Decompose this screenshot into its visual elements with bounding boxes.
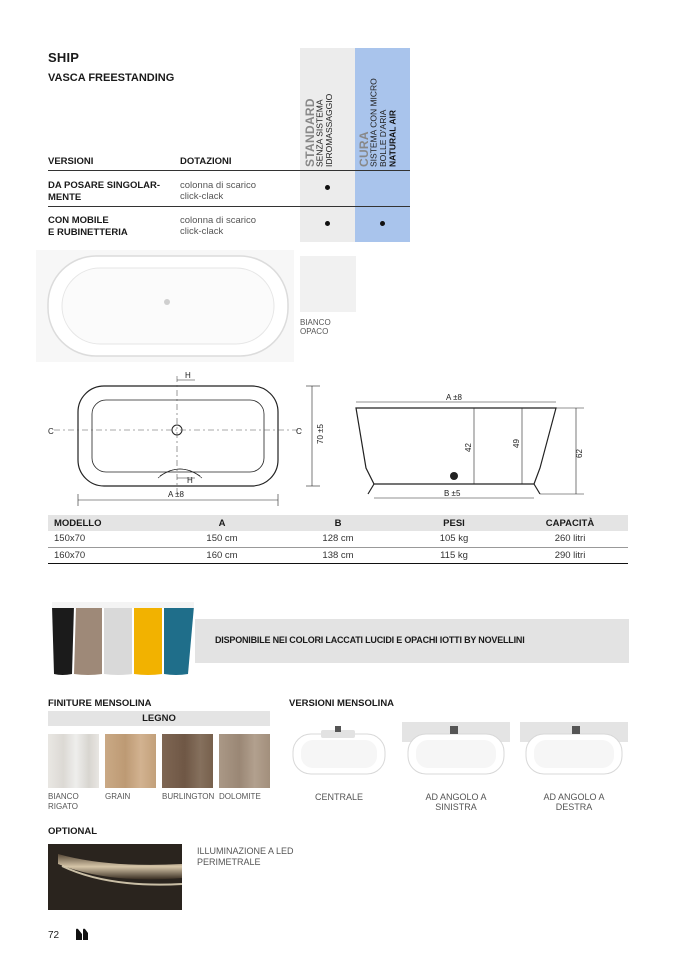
standard-included-dot	[325, 185, 330, 190]
brand-logo-icon	[74, 926, 90, 942]
colors-banner-text: DISPONIBILE NEI COLORI LACCATI LUCIDI E OPACHI IOTTI BY NOVELLINI	[215, 635, 525, 645]
technical-drawing-top	[40, 366, 330, 506]
spec-header-weight: PESI	[396, 515, 512, 531]
table-row: 150x70 150 cm 128 cm 105 kg 260 litri	[48, 531, 628, 547]
cura-included-dot	[380, 221, 385, 226]
finiture-material: LEGNO	[48, 711, 270, 726]
versions-column-label: VERSIONI	[48, 156, 94, 167]
finiture-title: FINITURE MENSOLINA	[48, 698, 152, 709]
product-title: SHIP	[48, 50, 80, 65]
version-sinistra-image	[402, 722, 510, 778]
version-label-sinistra: AD ANGOLO A SINISTRA	[425, 792, 487, 812]
spec-header-model: MODELLO	[48, 515, 164, 531]
optional-description: ILLUMINAZIONE A LED PERIMETRALE	[197, 846, 294, 867]
version-centrale-image	[289, 722, 397, 778]
cura-column-header: CURA SISTEMA CON MICRO BOLLE D'ARIA NATURAL AIR	[357, 78, 398, 167]
swatch-label-dolomite: DOLOMITE	[219, 792, 261, 801]
dim-label-a: A ±8	[168, 490, 184, 499]
dim-label-c-left: C	[48, 427, 54, 436]
dim-label-width: 70 ±5	[316, 424, 325, 444]
version-row-1-features: colonna di scarico click-clack	[180, 180, 257, 202]
table-row: 160x70 160 cm 138 cm 115 kg 290 litri	[48, 547, 628, 563]
swatch-label-grain: GRAIN	[105, 792, 131, 801]
version-row-2-name: CON MOBILE E RUBINETTERIA	[48, 215, 128, 238]
dim-label-h-top: H	[185, 371, 191, 380]
spec-header-a: A	[164, 515, 280, 531]
versioni-mensolina-title: VERSIONI MENSOLINA	[289, 698, 395, 709]
version-label-destra: AD ANGOLO A DESTRA	[543, 792, 605, 812]
standard-column-header: STANDARD SENZA SISTEMA IDROMASSAGGIO	[303, 93, 334, 167]
version-label-centrale: CENTRALE	[314, 792, 363, 802]
optional-title: OPTIONAL	[48, 826, 98, 837]
spec-table	[48, 515, 628, 564]
version-row-2-features: colonna di scarico click-clack	[180, 215, 257, 237]
colored-bathtubs-image	[48, 600, 198, 680]
bianco-opaco-swatch	[300, 256, 356, 312]
dim-label-h-bottom: H	[187, 476, 193, 485]
swatch-dolomite	[219, 734, 270, 788]
swatch-label-bianco-rigato: BIANCO RIGATO	[48, 792, 79, 811]
standard-included-dot	[325, 221, 330, 226]
swatch-label-burlington: BURLINGTON	[162, 792, 215, 801]
dim-label-42: 42	[464, 443, 473, 452]
spec-header-capacity: CAPACITÀ	[512, 515, 628, 531]
dim-label-a-side: A ±8	[446, 393, 462, 402]
swatch-bianco-rigato	[48, 734, 99, 788]
bathtub-top-view-photo	[36, 250, 294, 362]
version-destra-image	[520, 722, 628, 778]
version-row-1-name: DA POSARE SINGOLAR- MENTE	[48, 180, 161, 203]
product-subtitle: VASCA FREESTANDING	[48, 72, 175, 84]
swatch-grain	[105, 734, 156, 788]
features-column-label: DOTAZIONI	[180, 156, 232, 167]
table-divider	[48, 170, 410, 171]
swatch-burlington	[162, 734, 213, 788]
dim-label-49: 49	[512, 439, 521, 448]
spec-header-b: B	[280, 515, 396, 531]
dim-label-62: 62	[575, 449, 584, 458]
finish-label: BIANCO OPACO	[300, 318, 331, 336]
technical-drawing-side	[344, 390, 594, 504]
led-lighting-image	[48, 844, 182, 910]
dim-label-b: B ±5	[444, 489, 461, 498]
dim-label-c-right: C	[296, 427, 302, 436]
table-divider	[48, 206, 410, 207]
page-number: 72	[48, 930, 60, 941]
